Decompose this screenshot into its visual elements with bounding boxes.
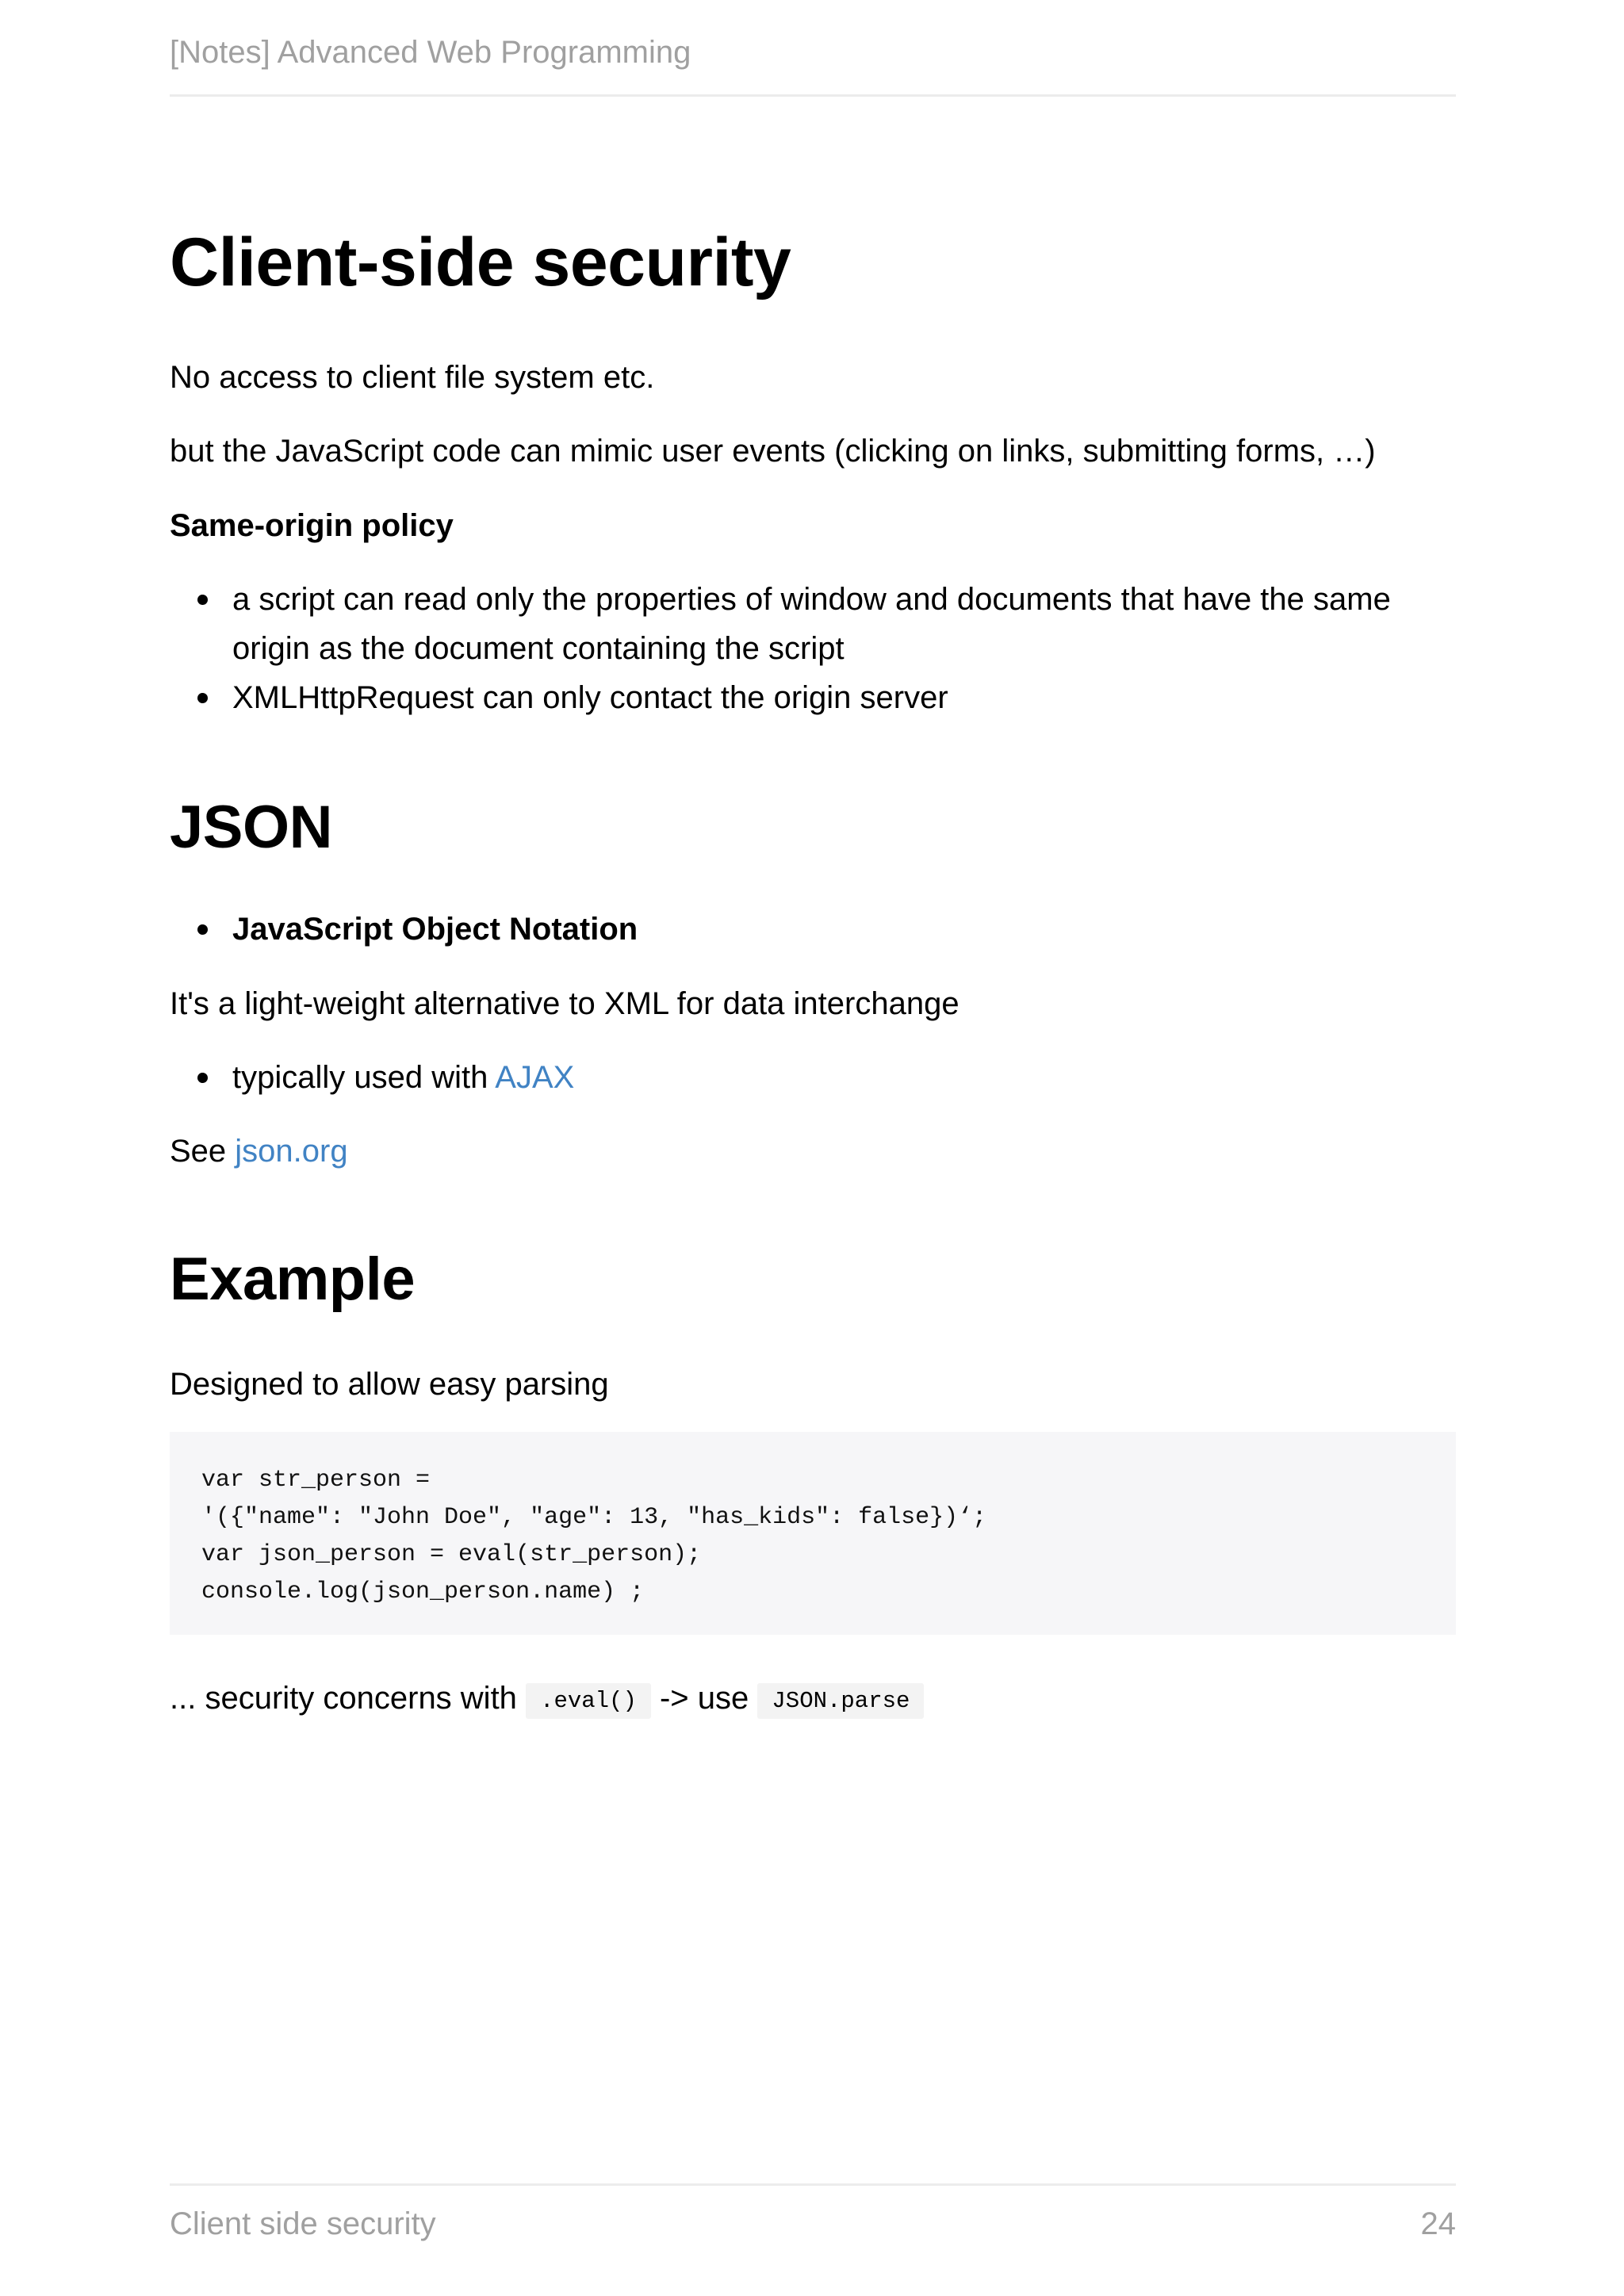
bullet-icon — [197, 924, 208, 935]
list-item — [170, 575, 1391, 673]
paragraph-no-access: No access to client file system etc. — [170, 360, 655, 395]
inline-code-json-parse: JSON.parse — [757, 1683, 924, 1719]
list-item-text: XMLHttpRequest can only contact the origin server — [232, 680, 948, 715]
code-block — [170, 1432, 1456, 1635]
code-line: console.log(json_person.name) ; — [201, 1578, 645, 1605]
list-item-text: JavaScript Object Notation — [232, 912, 638, 947]
subheading-same-origin: Same-origin policy — [170, 508, 454, 543]
json-usage-list — [170, 1053, 574, 1102]
heading-json: JSON — [170, 794, 332, 861]
header-title: [Notes] Advanced Web Programming — [170, 35, 691, 70]
paragraph-see-json-org — [170, 1135, 348, 1167]
list-item-text-line1: a script can read only the properties of window and documents that have the same — [232, 582, 1391, 617]
ajax-link[interactable]: AJAX — [495, 1060, 575, 1095]
inline-code-eval: .eval() — [526, 1683, 651, 1719]
same-origin-list — [170, 575, 1391, 722]
json-bold-list — [170, 905, 638, 954]
heading-example: Example — [170, 1246, 416, 1313]
list-item — [170, 1053, 574, 1102]
code-line: '({"name": "John Doe", "age": 13, "has_kids": false})‘; — [201, 1504, 987, 1531]
paragraph-security-concerns — [170, 1682, 924, 1714]
list-item-text-line2: origin as the document containing the script — [232, 631, 845, 666]
paragraph-easy-parsing: Designed to allow easy parsing — [170, 1367, 609, 1402]
list-item — [170, 905, 638, 954]
list-item-text: typically used with — [232, 1060, 496, 1095]
page-footer — [170, 2183, 1456, 2240]
list-item — [170, 673, 1391, 722]
bullet-icon — [197, 693, 208, 703]
bullet-icon — [197, 1073, 208, 1083]
code-line: var str_person = — [201, 1467, 431, 1494]
page-header — [170, 36, 1456, 97]
code-line: var json_person = eval(str_person); — [201, 1541, 702, 1568]
note-middle: -> use — [650, 1681, 758, 1716]
heading-client-side-security: Client-side security — [170, 224, 791, 300]
note-prefix: ... security concerns with — [170, 1681, 527, 1716]
bullet-icon — [197, 595, 208, 605]
see-prefix: See — [170, 1134, 236, 1169]
json-org-link[interactable]: json.org — [235, 1134, 348, 1169]
page-number: 24 — [1420, 2206, 1456, 2241]
paragraph-mimic-events: but the JavaScript code can mimic user events (clicking on links, submitting forms, …) — [170, 434, 1376, 469]
paragraph-json-alternative: It's a light-weight alternative to XML for data interchange — [170, 986, 959, 1021]
footer-title: Client side security — [170, 2206, 436, 2241]
